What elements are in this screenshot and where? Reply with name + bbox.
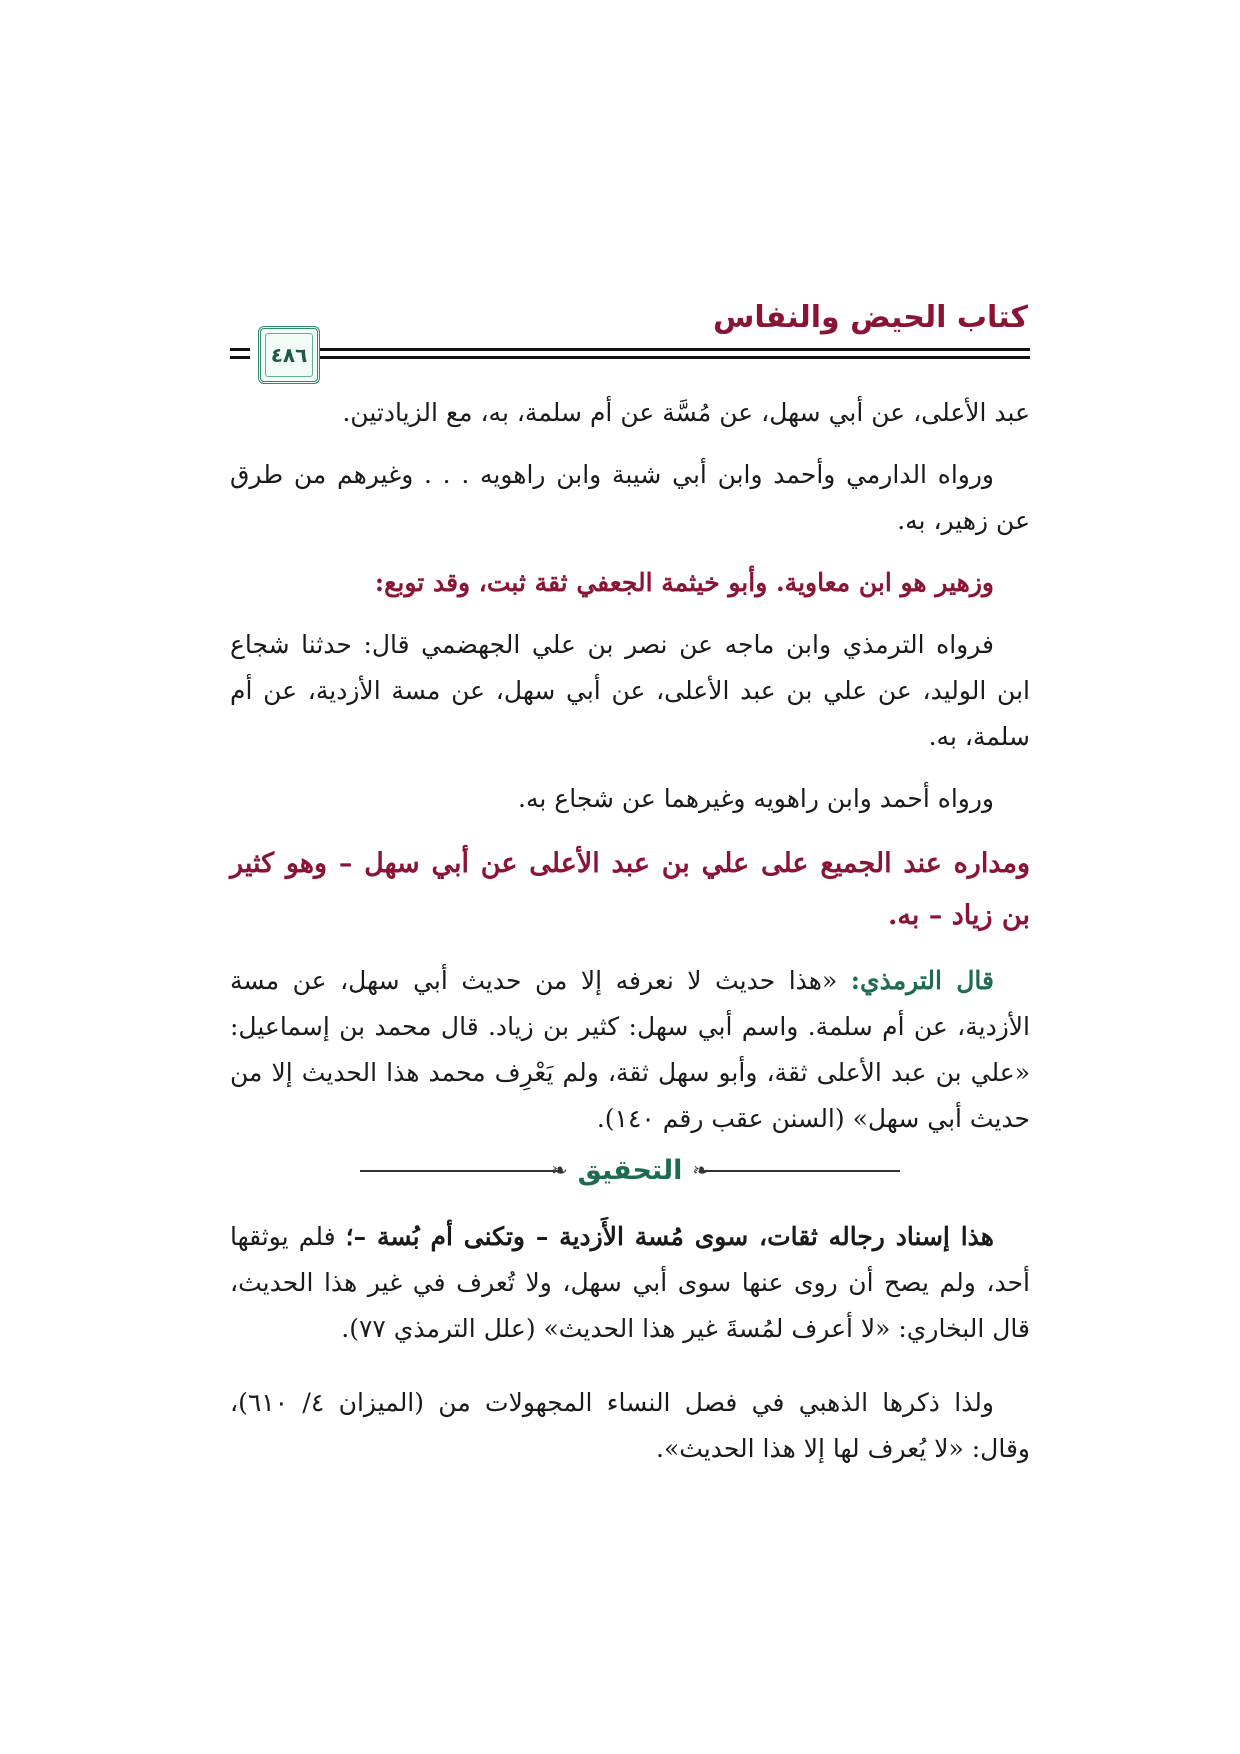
section-divider <box>230 1142 1030 1198</box>
tirmidhi-quote-lead: قال الترمذي: <box>850 966 995 995</box>
paragraph-1: عبد الأعلى، عن أبي سهل، عن مُسَّة عن أم سلمة، به، مع الزيادتين. <box>342 398 1030 427</box>
page-body <box>230 300 1030 1472</box>
paragraph-8 <box>230 1214 1030 1352</box>
paragraph-2: ورواه الدارمي وأحمد وابن أبي شيبة وابن راهويه . . . وغيرهم من طرق عن زهير، به. <box>230 460 1030 535</box>
paragraph-6: ومداره عند الجميع على علي بن عبد الأعلى عن أبي سهل – وهو كثير بن زياد – به. <box>230 848 1030 931</box>
paragraph-9: ولذا ذكرها الذهبي في فصل النساء المجهولات من (الميزان ٤/ ٦١٠)، وقال: «لا يُعرف لها إلا هذا الحديث». <box>230 1388 1030 1463</box>
divider-line <box>360 1170 560 1172</box>
paragraph-4: فرواه الترمذي وابن ماجه عن نصر بن علي الجهضمي قال: حدثنا شجاع ابن الوليد، عن علي بن عبد الأعلى، عن أبي سهل، عن مسة الأزدية، عن أم سلمة، به. <box>230 630 1030 751</box>
ornament-icon: ❧ <box>692 1158 710 1182</box>
header-rule <box>230 356 250 359</box>
paragraph-3: وزهير هو ابن معاوية. وأبو خيثمة الجعفي ثقة ثبت، وقد توبع: <box>374 568 994 597</box>
page-header <box>230 300 1030 390</box>
page-number-badge <box>258 326 320 384</box>
paragraph-7 <box>230 958 1030 1142</box>
book-title: كتاب الحيض والنفاس <box>712 300 1028 335</box>
section-heading: التحقيق <box>574 1155 687 1186</box>
header-rule <box>230 348 250 351</box>
isnad-verdict: هذا إسناد رجاله ثقات، سوى مُسة الأَزدية – وتكنى أم بُسة –؛ <box>345 1222 994 1251</box>
page-number: ٤٨٦ <box>270 343 308 367</box>
header-rule <box>290 348 1030 351</box>
divider-line <box>700 1170 900 1172</box>
tirmidhi-quote-text: «هذا حديث لا نعرفه إلا من حديث أبي سهل، عن مسة الأزدية، عن أم سلمة. واسم أبي سهل: كثير بن زياد. قال محمد بن إسماعيل: «علي بن عبد الأعلى ثقة، وأبو سهل ثقة، ولم يَعْرِف محمد هذا الحديث إلا من حديث أبي سهل» (السنن عقب رقم ١٤٠). <box>230 966 1030 1133</box>
isnad-explanation: فلم يوثقها أحد، ولم يصح أن روى عنها سوى أبي سهل، ولا تُعرف في غير هذا الحديث، قال البخاري: «لا أعرف لمُسةَ غير هذا الحديث» (علل الترمذي ٧٧). <box>230 1222 1030 1343</box>
paragraph-5: ورواه أحمد وابن راهويه وغيرهما عن شجاع به. <box>518 784 994 813</box>
header-rule <box>290 356 1030 359</box>
ornament-icon: ❧ <box>550 1158 568 1182</box>
